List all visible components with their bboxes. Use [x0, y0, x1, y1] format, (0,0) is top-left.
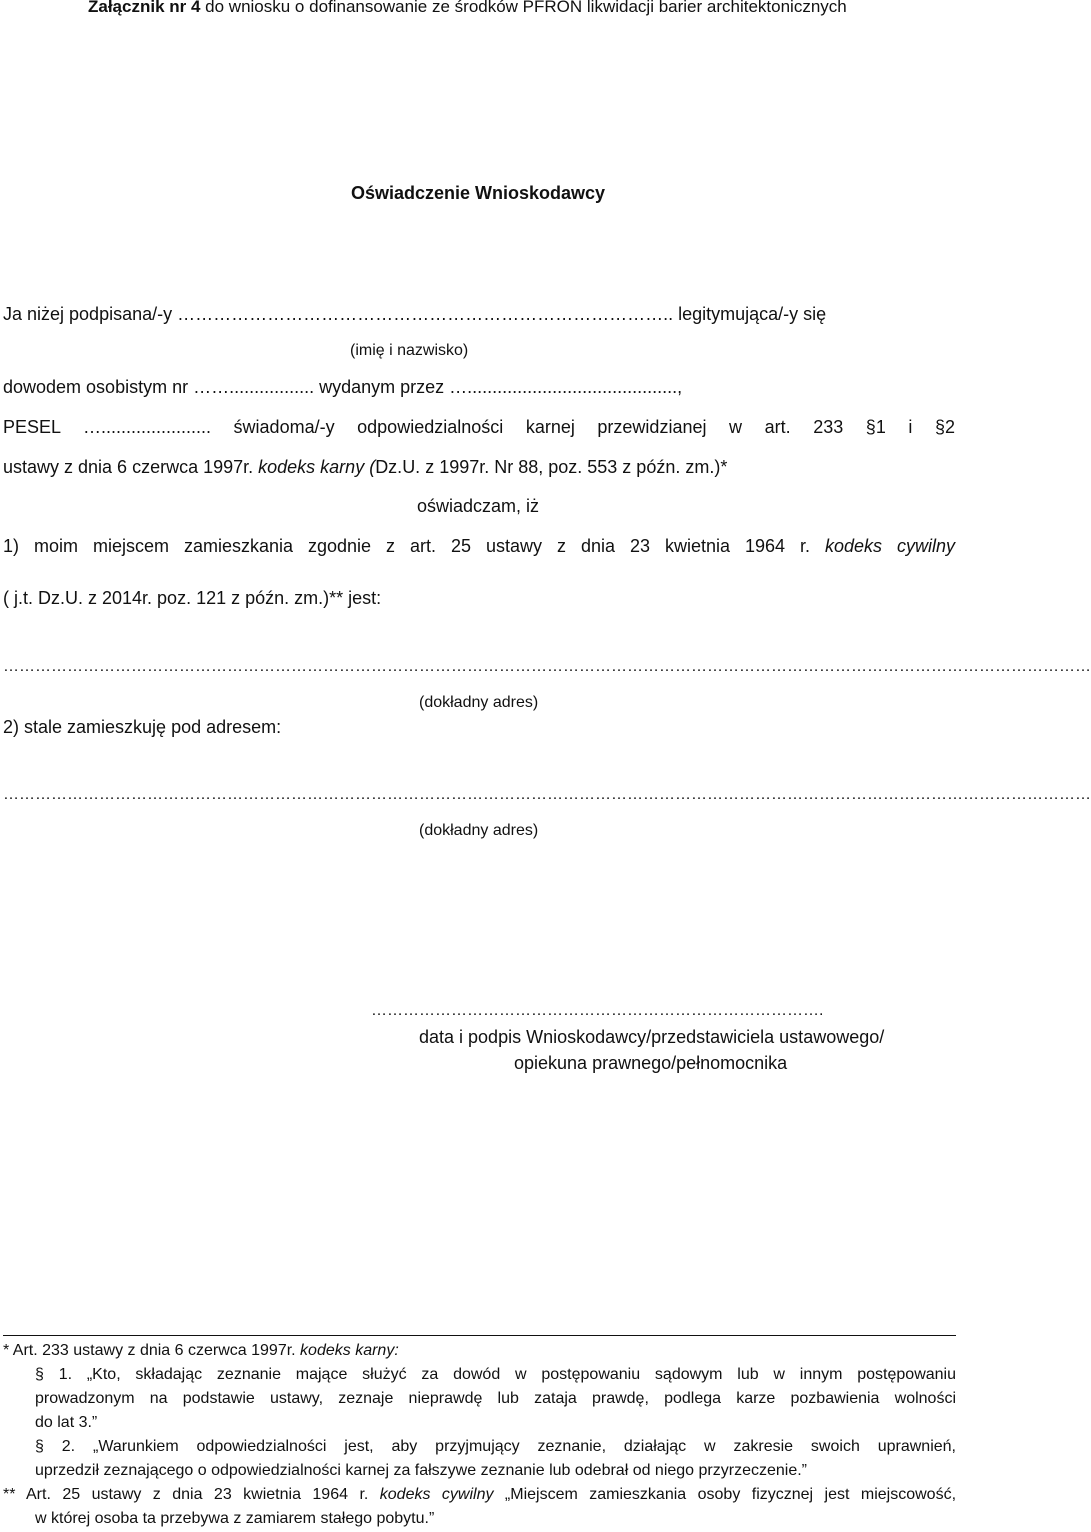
signature-dots: …………………………………………………………………………. — [371, 1002, 824, 1019]
attachment-number: Załącznik nr 4 — [88, 0, 201, 16]
document-header — [88, 0, 847, 17]
footnote-section-1-line-2: prowadzonym na podstawie ustawy, zeznaje nieprawdę lub zataja prawdę, podlega karze pozbawienia wolności — [35, 1390, 956, 1407]
address-dots-1: …………………………………………………………………………………………………………………………………………………………………………………… — [3, 658, 1091, 675]
liability-text: . świadoma/-y odpowiedzialności karnej przewidzianej w art. 233 §1 i §2 — [205, 417, 956, 437]
residence-point-1 — [3, 536, 955, 557]
footnote-2-ref: ** Art. 25 ustawy z dnia 23 kwietnia 1964 r. — [3, 1486, 380, 1503]
footnote-2-line-1 — [3, 1486, 956, 1504]
page-title: Oświadczenie Wnioskodawcy — [350, 183, 606, 203]
civil-code-citation: ( j.t. Dz.U. z 2014r. poz. 121 z późn. zm.)** jest: — [3, 588, 382, 608]
legitimation-text: . legitymująca/-y się — [668, 304, 827, 324]
id-document-line: dowodem osobistym nr ……................. wydanym przez ….........................................., — [3, 377, 683, 397]
footnote-2-code: kodeks cywilny — [379, 1486, 494, 1503]
footnote-1-heading — [3, 1342, 399, 1360]
footnote-separator — [3, 1335, 956, 1336]
penal-code-citation: Dz.U. z 1997r. Nr 88, poz. 553 z późn. zm.)* — [375, 457, 728, 477]
footnote-section-1-line-3: do lat 3.” — [35, 1414, 98, 1431]
pesel-label: PESEL …..................... — [3, 417, 206, 437]
footnote-1-code: kodeks karny: — [300, 1342, 399, 1359]
permanent-residence-label: 2) stale zamieszkuję pod adresem: — [3, 717, 282, 737]
penal-code-intro: ustawy z dnia 6 czerwca 1997r. — [3, 457, 259, 477]
footnote-2-quote: „Miejscem zamieszkania osoby fizycznej jest miejscowość, — [493, 1486, 957, 1503]
header-text: do wniosku o dofinansowanie ze środków PFRON likwidacji barier architektonicznych — [200, 0, 847, 16]
civil-code-name: kodeks cywilny — [824, 536, 955, 556]
address-caption-2: (dokładny adres) — [419, 822, 539, 839]
signature-caption-line-2: opiekuna prawnego/pełnomocnika — [514, 1053, 788, 1073]
section-1-text: „Kto, składając zeznanie mające służyć za dowód w postępowaniu sądowym lub w innym postępowaniu — [86, 1366, 957, 1383]
name-dots: ………………………………………………………………………. — [177, 304, 669, 324]
footnote-section-1-line-1 — [35, 1366, 956, 1384]
footnote-1-ref: * Art. 233 ustawy z dnia 6 czerwca 1997r. — [3, 1342, 301, 1359]
declarant-intro: Ja niżej podpisana/-y — [3, 304, 178, 324]
declarant-name-line — [3, 304, 826, 325]
section-1-mark: § 1. — [35, 1366, 87, 1383]
address-caption-1: (dokładny adres) — [419, 694, 539, 711]
footnote-2-line-2: w której osoba ta przebywa z zamiarem stałego pobytu.” — [35, 1510, 435, 1527]
footnote-section-2-line-2: uprzedził zeznającego o odpowiedzialności karnej za fałszywe zeznanie lub odebrał od niego przyrzeczenie.” — [35, 1462, 807, 1479]
name-caption: (imię i nazwisko) — [350, 342, 469, 359]
address-dots-2: …………………………………………………………………………………………………………………………………………………………………………………… — [3, 786, 1091, 803]
section-2-text: „Warunkiem odpowiedzialności jest, aby przyjmujący zeznanie, działając w zakresie swoich uprawnień, — [93, 1438, 956, 1455]
signature-caption-line-1: data i podpis Wnioskodawcy/przedstawiciela ustawowego/ — [419, 1027, 885, 1047]
penal-code-name: kodeks karny ( — [258, 457, 376, 477]
declaration-heading: oświadczam, iż — [416, 496, 540, 516]
pesel-line — [3, 417, 955, 438]
section-2-mark: § 2. — [35, 1438, 94, 1455]
footnote-section-2-line-1 — [35, 1438, 956, 1456]
penal-code-reference — [3, 457, 727, 478]
residence-point-1-text: 1) moim miejscem zamieszkania zgodnie z art. 25 ustawy z dnia 23 kwietnia 1964 r. — [3, 536, 825, 556]
